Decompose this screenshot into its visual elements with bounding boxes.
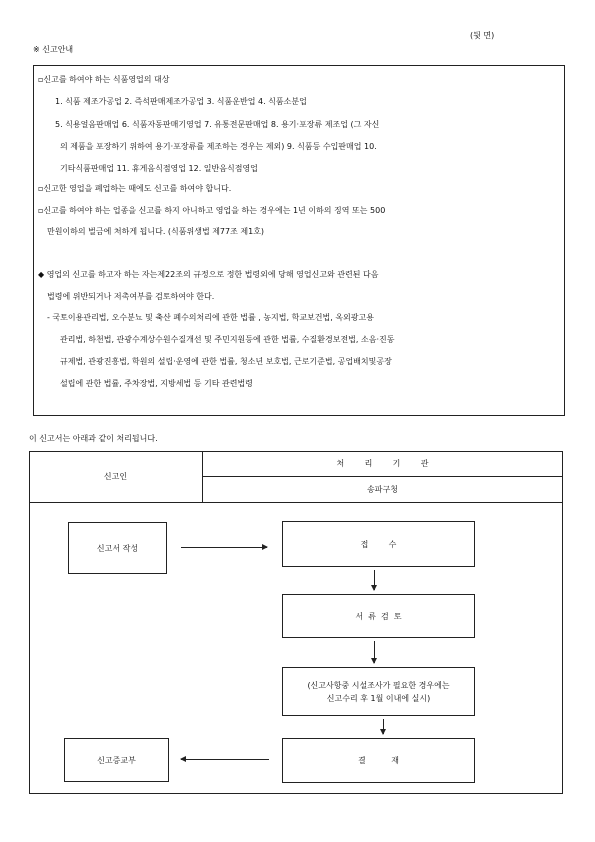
step-write-application: 신고서 작성 bbox=[68, 522, 167, 574]
notice-line-11: 관리법, 하천법, 관광수계상수원수질개선 및 주민지원등에 관한 법률, 수질환경보전법, 소음·진동 bbox=[60, 335, 395, 344]
notice-line-9: 법령에 위반되거나 저촉여부를 검토하여야 한다. bbox=[47, 292, 215, 301]
notice-line-2: 5. 식용얼음판매업 6. 식품자동판매기영업 7. 유통전문판매업 8. 용기·포장류 제조업 (그 자신 bbox=[55, 120, 380, 129]
step-approval: 결 재 bbox=[282, 738, 475, 783]
notice-line-12: 규제법, 관광진흥법, 학원의 설립·운영에 관한 법률, 청소년 보호법, 근로기준법, 공업배치및공장 bbox=[60, 357, 392, 366]
arrow-left-icon bbox=[181, 759, 269, 760]
step-site-inspection bbox=[282, 667, 475, 716]
notice-line-3: 의 제품을 포장하기 위하여 용기·포장류를 제조하는 경우는 제외) 9. 식품등 수입판매업 10. bbox=[60, 142, 377, 151]
authority-subheader: 송파구청 bbox=[367, 484, 398, 494]
notice-line-0: ▫신고를 하여야 하는 식품영업의 대상 bbox=[38, 75, 170, 84]
notice-title: ※ 신고안내 bbox=[33, 45, 74, 54]
step-document-review: 서 류 검 토 bbox=[282, 594, 475, 638]
header-divider bbox=[29, 502, 563, 503]
notice-line-7: 만원이하의 벌금에 처하게 됩니다. (식품위생법 제77조 제1호) bbox=[47, 227, 265, 236]
arrow-down-icon bbox=[374, 641, 375, 663]
step-site-inspection-line-2: 신고수리 후 1월 이내에 실시) bbox=[326, 694, 431, 703]
process-heading: 이 신고서는 아래과 같이 처리됩니다. bbox=[29, 434, 158, 443]
notice-line-10: - 국토이용관리법, 오수분뇨 및 축산 폐수의처리에 관한 법률 , 농지법, 학교보건법, 옥외광고용 bbox=[47, 313, 374, 322]
applicant-header: 신고인 bbox=[103, 472, 128, 481]
page-side-label: (뒷 면) bbox=[470, 31, 495, 40]
notice-line-6: ▫신고를 하여야 하는 업종을 신고를 하지 아니하고 영업을 하는 경우에는 1년 이하의 징역 또는 500 bbox=[38, 206, 386, 215]
arrow-right-icon bbox=[181, 547, 267, 548]
step-receive: 접 수 bbox=[282, 521, 475, 567]
authority-header: 처 리 기 관 bbox=[336, 459, 429, 468]
notice-line-1: 1. 식품 제조가공업 2. 즉석판매제조가공업 3. 식품운반업 4. 식품소분업 bbox=[55, 97, 307, 106]
arrow-down-icon bbox=[374, 570, 375, 590]
notice-line-8: ◆ 영업의 신고를 하고자 하는 자는제22조의 규정으로 정한 법령외에 당해 영업신고와 관련된 다음 bbox=[38, 270, 379, 279]
notice-line-4: 기타식품판매업 11. 휴게음식점영업 12. 일반음식점영업 bbox=[60, 164, 258, 173]
step-site-inspection-line-1: (신고사항중 시설조사가 필요한 경우에는 bbox=[307, 681, 450, 690]
notice-line-5: ▫신고한 영업을 폐업하는 때에도 신고를 하여야 합니다. bbox=[38, 184, 232, 193]
arrow-down-icon bbox=[383, 719, 384, 734]
notice-line-13: 설립에 관한 법률, 주차장법, 지방세법 등 기타 관련법령 bbox=[60, 379, 253, 388]
step-issue-certificate: 신고증교부 bbox=[64, 738, 169, 782]
